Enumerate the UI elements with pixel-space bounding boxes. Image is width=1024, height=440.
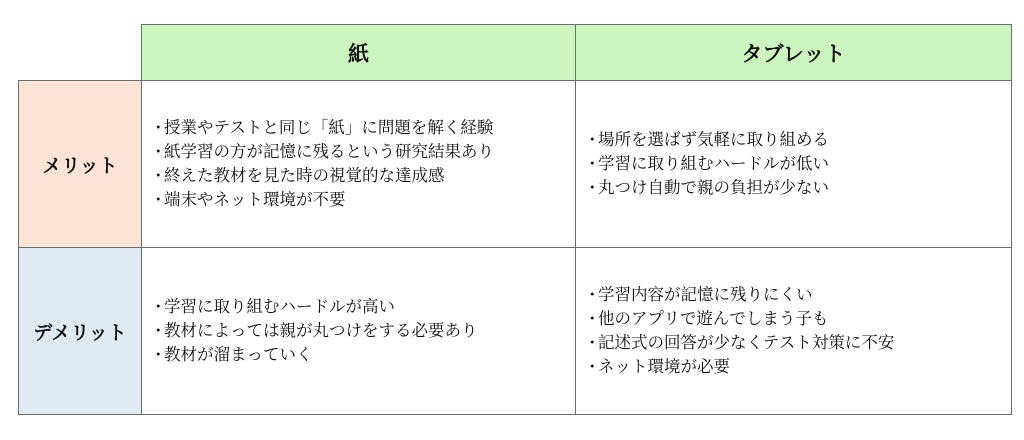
corner-cell xyxy=(19,25,142,81)
list-item xyxy=(584,331,1011,355)
list-item-text: 学習に取り組むハードルが低い xyxy=(598,154,829,173)
list-item-text: 学習に取り組むハードルが高い xyxy=(164,297,395,316)
bullet-mark: ・ xyxy=(584,357,601,376)
list-item-text: 終えた教材を見た時の視覚的な達成感 xyxy=(164,166,445,185)
demerit-row xyxy=(19,248,1012,415)
bullet-mark: ・ xyxy=(150,166,167,185)
header-row xyxy=(19,25,1012,81)
list-item xyxy=(584,176,1011,200)
list-item-text: 他のアプリで遊んでしまう子も xyxy=(598,309,829,328)
bullet-mark: ・ xyxy=(150,297,167,316)
list-item-text: 授業やテストと同じ「紙」に問題を解く経験 xyxy=(164,118,494,137)
merit-paper-list xyxy=(150,116,575,212)
demerit-paper-list xyxy=(150,295,575,367)
list-item xyxy=(150,164,575,188)
bullet-mark: ・ xyxy=(584,333,601,352)
comparison-table xyxy=(18,24,1012,415)
list-item-text: 丸つけ自動で親の負担が少ない xyxy=(598,178,829,197)
merit-tablet-cell xyxy=(576,81,1012,248)
bullet-mark: ・ xyxy=(584,130,601,149)
bullet-mark: ・ xyxy=(584,178,601,197)
list-item xyxy=(150,140,575,164)
list-item-text: 端末やネット環境が不要 xyxy=(164,190,346,209)
demerit-paper-cell xyxy=(142,248,576,415)
bullet-mark: ・ xyxy=(584,154,601,173)
list-item xyxy=(150,343,575,367)
list-item-text: 場所を選ばず気軽に取り組める xyxy=(598,130,829,149)
bullet-mark: ・ xyxy=(150,142,167,161)
bullet-mark: ・ xyxy=(584,309,601,328)
list-item-text: 紙学習の方が記憶に残るという研究結果あり xyxy=(164,142,494,161)
list-item xyxy=(150,319,575,343)
demerit-tablet-cell xyxy=(576,248,1012,415)
list-item xyxy=(584,307,1011,331)
list-item xyxy=(584,152,1011,176)
row-header-merit: メリット xyxy=(19,81,142,248)
bullet-mark: ・ xyxy=(150,321,167,340)
bullet-mark: ・ xyxy=(150,190,167,209)
merit-row xyxy=(19,81,1012,248)
list-item-text: 教材によっては親が丸つけをする必要あり xyxy=(164,321,478,340)
row-header-demerit: デメリット xyxy=(19,248,142,415)
column-header-paper: 紙 xyxy=(142,25,576,81)
list-item xyxy=(150,295,575,319)
bullet-mark: ・ xyxy=(150,345,167,364)
list-item xyxy=(584,355,1011,379)
list-item-text: ネット環境が必要 xyxy=(598,357,730,376)
list-item xyxy=(150,116,575,140)
list-item-text: 学習内容が記憶に残りにくい xyxy=(598,285,813,304)
column-header-tablet: タブレット xyxy=(576,25,1012,81)
demerit-tablet-list xyxy=(584,283,1011,379)
list-item-text: 記述式の回答が少なくテスト対策に不安 xyxy=(598,333,895,352)
list-item xyxy=(150,188,575,212)
bullet-mark: ・ xyxy=(584,285,601,304)
list-item xyxy=(584,283,1011,307)
bullet-mark: ・ xyxy=(150,118,167,137)
merit-tablet-list xyxy=(584,128,1011,200)
list-item-text: 教材が溜まっていく xyxy=(164,345,313,364)
merit-paper-cell xyxy=(142,81,576,248)
list-item xyxy=(584,128,1011,152)
